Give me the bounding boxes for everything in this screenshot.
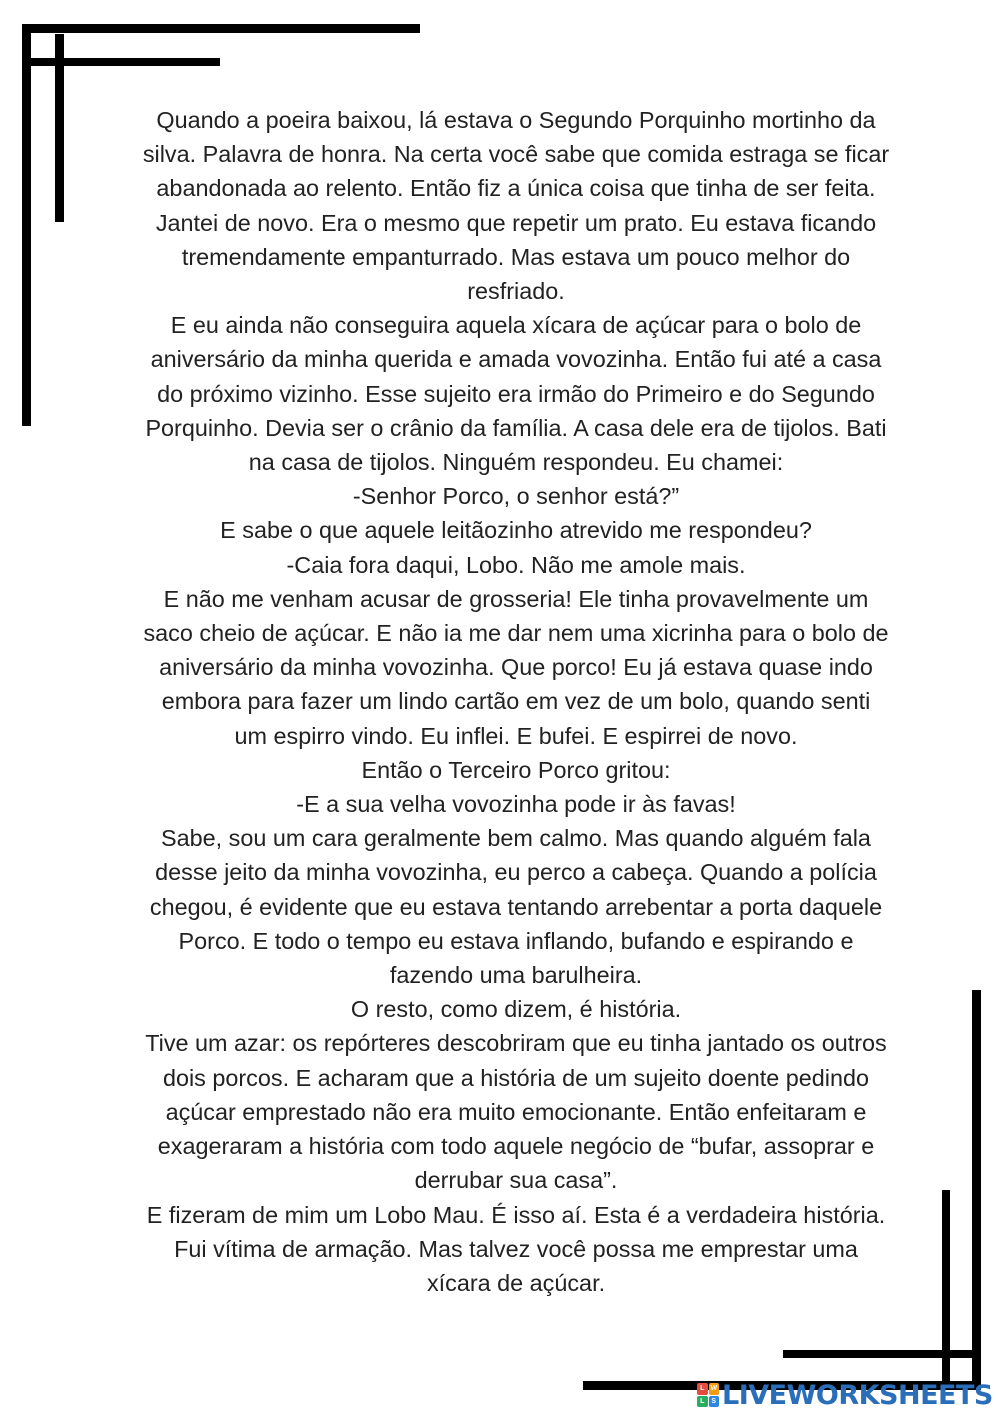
text-line: -Caia fora daqui, Lobo. Não me amole mais.: [286, 551, 746, 578]
text-line: -Senhor Porco, o senhor está?”: [352, 483, 680, 510]
text-line: E sabe o que aquele leitãozinho atrevido me respondeu?: [220, 517, 812, 544]
text-line: fazendo uma barulheira.: [389, 962, 643, 989]
text-line: abandonada ao relento. Então fiz a única coisa que tinha de ser feita.: [156, 175, 876, 202]
story-text: [105, 103, 927, 1300]
text-line: Jantei de novo. Era o mesmo que repetir um prato. Eu estava ficando: [155, 209, 877, 236]
frame-top-left-bar-inner-vertical: [55, 34, 64, 222]
text-line: resfriado.: [467, 278, 565, 305]
text-line: saco cheio de açúcar. E não ia me dar nem uma xicrinha para o bolo de: [143, 620, 889, 647]
frame-bottom-right-bar-inner-horizontal: [783, 1350, 980, 1358]
text-line: na casa de tijolos. Ninguém respondeu. Eu chamei:: [248, 449, 784, 476]
text-line: aniversário da minha querida e amada vovozinha. Então fui até a casa: [150, 346, 882, 373]
watermark-brand-text: LIVEWORKSHEETS: [722, 1379, 993, 1411]
text-line: Fui vítima de armação. Mas talvez você possa me emprestar uma: [174, 1235, 858, 1262]
text-line: Porquinho. Devia ser o crânio da família. A casa dele era de tijolos. Bati: [145, 414, 887, 441]
text-line: desse jeito da minha vovozinha, eu perco a cabeça. Quando a polícia: [155, 859, 877, 886]
frame-top-left-bar-outer-vertical: [22, 24, 31, 426]
text-line: exageraram a história com todo aquele negócio de “bufar, assoprar e: [157, 1133, 875, 1160]
text-line: tremendamente empanturrado. Mas estava um pouco melhor do: [181, 243, 851, 270]
liveworksheets-logo-icon: L W L S: [697, 1383, 719, 1407]
frame-bottom-right-bar-inner-vertical: [942, 1190, 950, 1390]
text-line: Quando a poeira baixou, lá estava o Segundo Porquinho mortinho da: [156, 107, 876, 133]
text-line: E fizeram de mim um Lobo Mau. É isso aí. Esta é a verdadeira história.: [146, 1201, 886, 1228]
text-line: Tive um azar: os repórteres descobriram que eu tinha jantado os outros: [145, 1030, 887, 1057]
text-line: Então o Terceiro Porco gritou:: [361, 756, 671, 783]
text-line: -E a sua velha vovozinha pode ir às favas!: [296, 791, 736, 818]
text-line: O resto, como dizem, é história.: [350, 996, 682, 1023]
text-line: do próximo vizinho. Esse sujeito era irmão do Primeiro e do Segundo: [157, 380, 875, 407]
liveworksheets-watermark: [697, 1380, 993, 1410]
text-line: embora para fazer um lindo cartão em vez de um bolo, quando senti: [161, 688, 871, 715]
frame-top-left-bar-outer-horizontal: [22, 24, 420, 33]
text-line: Porco. E todo o tempo eu estava inflando, bufando e espirando e: [178, 927, 854, 954]
text-line: aniversário da minha vovozinha. Que porco! Eu já estava quase indo: [159, 654, 873, 681]
text-line: xícara de açúcar.: [426, 1269, 606, 1296]
frame-bottom-right-bar-outer-vertical: [972, 990, 981, 1390]
text-line: um espirro vindo. Eu inflei. E bufei. E espirrei de novo.: [234, 722, 798, 749]
text-line: açúcar emprestado não era muito emocionante. Então enfeitaram e: [165, 1098, 867, 1125]
text-line: silva. Palavra de honra. Na certa você sabe que comida estraga se ficar: [142, 141, 890, 168]
text-line: E eu ainda não conseguira aquela xícara de açúcar para o bolo de: [170, 312, 862, 339]
text-line: Sabe, sou um cara geralmente bem calmo. Mas quando alguém fala: [161, 825, 871, 852]
text-line: dois porcos. E acharam que a história de um sujeito doente pedindo: [162, 1064, 870, 1091]
text-line: E não me venham acusar de grosseria! Ele tinha provavelmente um: [163, 585, 869, 612]
text-line: chegou, é evidente que eu estava tentando arrebentar a porta daquele: [149, 893, 883, 920]
text-line: derrubar sua casa”.: [414, 1167, 618, 1194]
